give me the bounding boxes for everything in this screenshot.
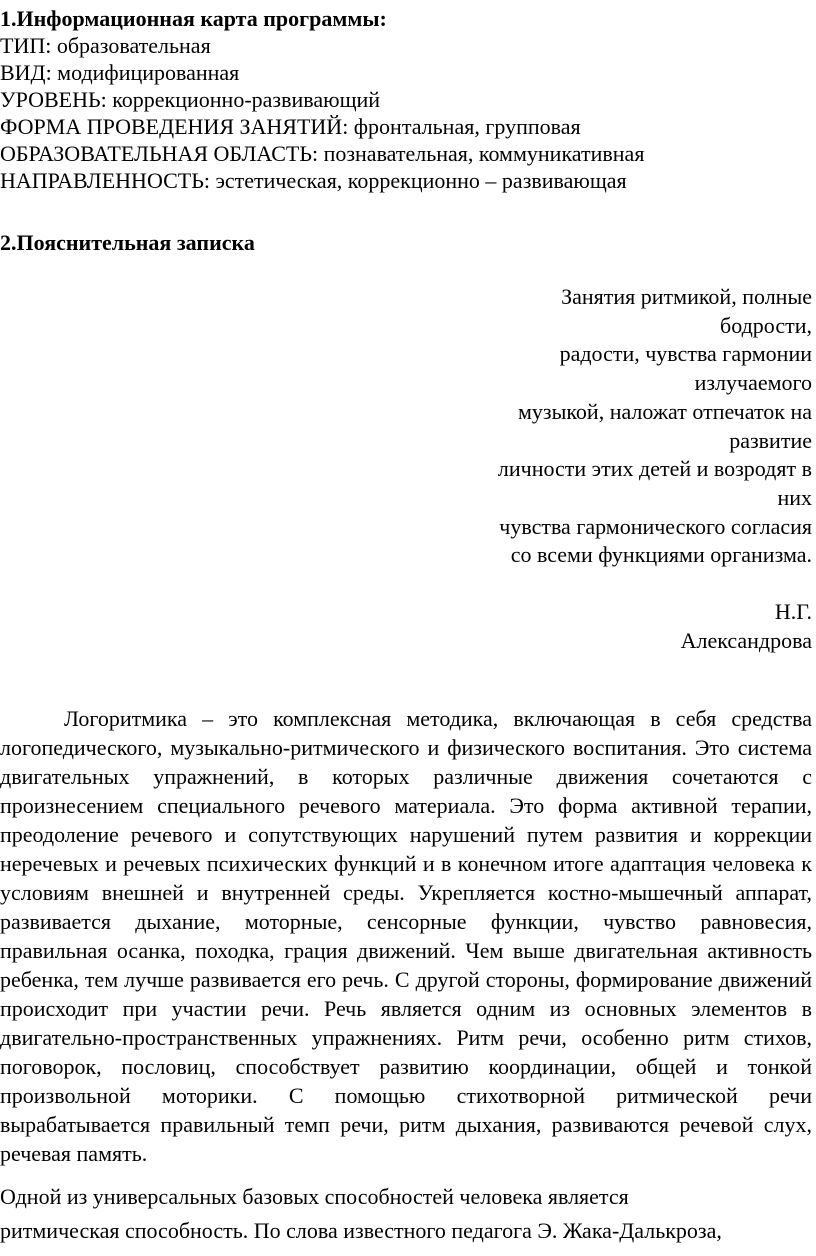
- info-row-level: УРОВЕНЬ: коррекционно-развивающий: [0, 87, 381, 112]
- body-paragraph: Логоритмика – это комплексная методика, включающая в себя средства логопедического, музыкально-ритмического и физического воспитания. Это система двигательных упражнений, в которых различные движения сочетаются с произнесением специального речевого материала. Это форма активной терапии, преодоление речевого и сопутствующих нарушений путем развития и коррекции неречевых и речевых психических функций и в конечном итоге адаптация человека к условиям внешней и внутренней среды. Укрепляется костно-мышечный аппарат, развивается дыхание, моторные, сенсорные функции, чувство равновесия, правильная осанка, походка, грация движений. Чем выше двигательная активность ребенка, тем лучше развивается его речь. С другой стороны, формирование движений происходит при участии речи. Речь является одним из основных элементов в двигательно-пространственных упражнениях. Ритм речи, особенно ритм стихов, поговорок, пословиц, способствует развитию координации, общей и тонкой произвольной моторики. С помощью стихотворной ритмической речи вырабатывается правильный темп речи, ритм дыхания, развиваются речевой слух, речевая память.: [0, 706, 812, 1166]
- body-paragraph-second-line: ритмическая способность. По слова известного педагога Э. Жака-Далькроза,: [0, 1218, 722, 1243]
- epigraph-line: излучаемого: [694, 370, 812, 396]
- section1-heading: 1.Информационная карта программы:: [0, 6, 387, 31]
- body-paragraph-second: [0, 1180, 812, 1248]
- info-row-direction: НАПРАВЛЕННОСТЬ: эстетическая, коррекционно – развивающая: [0, 168, 627, 193]
- info-row-area: ОБРАЗОВАТЕЛЬНАЯ ОБЛАСТЬ: познавательная, коммуникативная: [0, 141, 645, 166]
- epigraph-author-surname: Александрова: [680, 627, 812, 653]
- epigraph-line: них: [777, 484, 812, 510]
- epigraph-line: музыкой, наложат отпечаток на: [517, 398, 812, 424]
- epigraph: [432, 283, 812, 655]
- epigraph-line: Занятия ритмикой, полные: [561, 284, 812, 309]
- epigraph-author-initials: Н.Г.: [774, 599, 812, 625]
- section2-heading: 2.Пояснительная записка: [0, 230, 255, 255]
- epigraph-spacer: [432, 570, 812, 598]
- info-row-form: ФОРМА ПРОВЕДЕНИЯ ЗАНЯТИЙ: фронтальная, групповая: [0, 114, 581, 139]
- epigraph-line: чувства гармонического согласия: [499, 513, 812, 539]
- epigraph-line: со всеми функциями организма.: [510, 542, 812, 568]
- epigraph-line: развитие: [729, 427, 812, 453]
- info-row-type: ТИП: образовательная: [0, 33, 211, 58]
- epigraph-line: бодрости,: [720, 312, 812, 338]
- info-row-kind: ВИД: модифицированная: [0, 60, 240, 85]
- body-paragraph-second-line: Одной из универсальных базовых способностей человека является: [0, 1184, 629, 1209]
- epigraph-line: радости, чувства гармонии: [559, 341, 812, 367]
- epigraph-line: личности этих детей и возродят в: [497, 456, 812, 482]
